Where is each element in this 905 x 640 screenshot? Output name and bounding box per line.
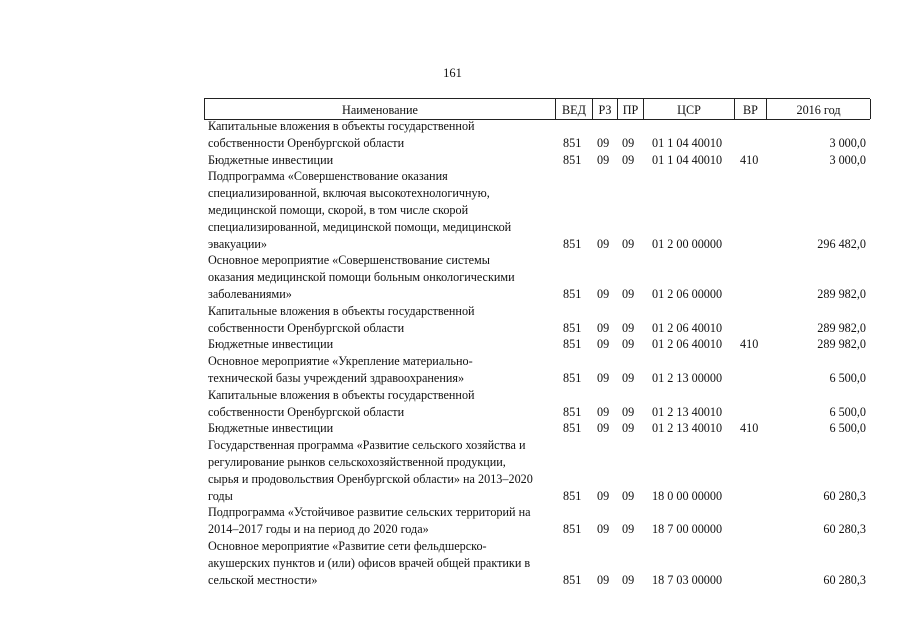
cell-pr: 09 [622,286,635,301]
cell-amount: 6 500,0 [829,421,866,436]
cell-rz: 09 [597,421,610,436]
row-name-line: годы [208,488,233,503]
cell-pr: 09 [622,236,635,251]
table-row [0,336,905,353]
cell-ved: 851 [563,404,582,419]
row-name-line: 2014–2017 годы и на период до 2020 года» [208,522,429,537]
cell-ved: 851 [563,337,582,352]
cell-rz: 09 [597,337,610,352]
row-name-line: оказания медицинской помощи больным онкологическими [208,270,515,285]
cell-csr: 01 2 00 00000 [652,236,723,251]
cell-rz: 09 [597,236,610,251]
cell-ved: 851 [563,522,582,537]
header-year: 2016 год [766,99,871,119]
row-name-line: Капитальные вложения в объекты государственной [208,303,475,318]
cell-csr: 01 1 04 40010 [652,152,723,167]
cell-csr: 18 7 00 00000 [652,522,723,537]
cell-rz: 09 [597,572,610,587]
cell-pr: 09 [622,320,635,335]
row-name-line: Капитальные вложения в объекты государственной [208,119,475,133]
row-name [208,303,553,337]
cell-ved: 851 [563,488,582,503]
row-name-line: эвакуации» [208,236,267,251]
cell-pr: 09 [622,572,635,587]
cell-ved: 851 [563,152,582,167]
cell-rz: 09 [597,488,610,503]
header-name: Наименование [204,99,555,119]
row-name-line: заболеваниями» [208,286,292,301]
cell-csr: 01 2 06 00000 [652,286,723,301]
header-rz: РЗ [592,99,617,119]
cell-ved: 851 [563,370,582,385]
cell-amount: 289 982,0 [817,320,866,335]
cell-pr: 09 [622,522,635,537]
cell-amount: 296 482,0 [817,236,866,251]
table-row [0,437,905,504]
row-name [208,538,553,588]
table-row [0,538,905,588]
table-row [0,504,905,538]
cell-vr: 410 [740,337,759,352]
header-vr: ВР [734,99,766,119]
row-name [208,504,553,538]
row-name-line: Государственная программа «Развитие сельского хозяйства и [208,438,526,453]
header-csr: ЦСР [643,99,734,119]
row-name [208,336,553,353]
row-name-line: Капитальные вложения в объекты государственной [208,387,475,402]
cell-ved: 851 [563,320,582,335]
table-body [0,118,905,588]
cell-ved: 851 [563,286,582,301]
row-name-line: Бюджетные инвестиции [208,337,334,352]
cell-csr: 18 7 03 00000 [652,572,723,587]
table-row [0,152,905,169]
header-pr: ПР [617,99,643,119]
cell-rz: 09 [597,522,610,537]
row-name-line: Бюджетные инвестиции [208,421,334,436]
row-name [208,420,553,437]
row-name [208,118,553,152]
row-name-line: собственности Оренбургской области [208,320,405,335]
cell-rz: 09 [597,404,610,419]
cell-pr: 09 [622,404,635,419]
cell-rz: 09 [597,152,610,167]
row-name-line: Основное мероприятие «Совершенствование системы [208,253,490,268]
cell-vr: 410 [740,152,759,167]
cell-csr: 01 2 13 40010 [652,404,723,419]
page-number: 161 [443,66,462,80]
row-name-line: Подпрограмма «Совершенствование оказания [208,169,448,184]
row-name-line: специализированной, включая высокотехнологичную, [208,186,490,201]
cell-amount: 60 280,3 [823,572,866,587]
cell-amount: 3 000,0 [829,135,866,150]
row-name-line: медицинской помощи, скорой, в том числе скорой [208,202,469,217]
cell-amount: 60 280,3 [823,522,866,537]
cell-csr: 01 2 13 00000 [652,370,723,385]
row-name [208,437,553,504]
row-name-line: Подпрограмма «Устойчивое развитие сельских территорий на [208,505,531,520]
cell-csr: 01 1 04 40010 [652,135,723,150]
cell-rz: 09 [597,135,610,150]
cell-amount: 60 280,3 [823,488,866,503]
cell-pr: 09 [622,152,635,167]
cell-amount: 6 500,0 [829,404,866,419]
cell-ved: 851 [563,572,582,587]
cell-pr: 09 [622,421,635,436]
table-row [0,168,905,252]
row-name-line: регулирование рынков сельскохозяйственной продукции, [208,454,506,469]
row-name-line: специализированной, медицинской помощи, медицинской [208,219,512,234]
cell-ved: 851 [563,135,582,150]
header-ved: ВЕД [555,99,592,119]
cell-pr: 09 [622,488,635,503]
row-name-line: Основное мероприятие «Развитие сети фельдшерско- [208,538,487,553]
row-name [208,168,553,252]
row-name [208,152,553,169]
cell-amount: 6 500,0 [829,370,866,385]
row-name-line: собственности Оренбургской области [208,135,405,150]
cell-csr: 18 0 00 00000 [652,488,723,503]
table-header [204,98,870,120]
cell-csr: 01 2 06 40010 [652,337,723,352]
table-row [0,118,905,152]
row-name-line: собственности Оренбургской области [208,404,405,419]
row-name-line: акушерских пунктов и (или) офисов врачей общей практики в [208,555,531,570]
cell-amount: 289 982,0 [817,286,866,301]
row-name-line: технической базы учреждений здравоохранения» [208,370,465,385]
row-name-line: Бюджетные инвестиции [208,152,334,167]
row-name [208,252,553,302]
cell-rz: 09 [597,320,610,335]
cell-pr: 09 [622,337,635,352]
cell-csr: 01 2 13 40010 [652,421,723,436]
table-row [0,252,905,302]
cell-vr: 410 [740,421,759,436]
cell-rz: 09 [597,370,610,385]
row-name-line: Основное мероприятие «Укрепление материально- [208,354,473,369]
table-row [0,387,905,421]
cell-amount: 3 000,0 [829,152,866,167]
cell-amount: 289 982,0 [817,337,866,352]
table-row [0,353,905,387]
cell-csr: 01 2 06 40010 [652,320,723,335]
cell-rz: 09 [597,286,610,301]
table-row [0,303,905,337]
cell-ved: 851 [563,236,582,251]
cell-pr: 09 [622,135,635,150]
row-name-line: сельской местности» [208,572,318,587]
cell-ved: 851 [563,421,582,436]
row-name-line: сырья и продовольствия Оренбургской области» на 2013–2020 [208,471,533,486]
row-name [208,353,553,387]
table-row [0,420,905,437]
row-name [208,387,553,421]
cell-pr: 09 [622,370,635,385]
